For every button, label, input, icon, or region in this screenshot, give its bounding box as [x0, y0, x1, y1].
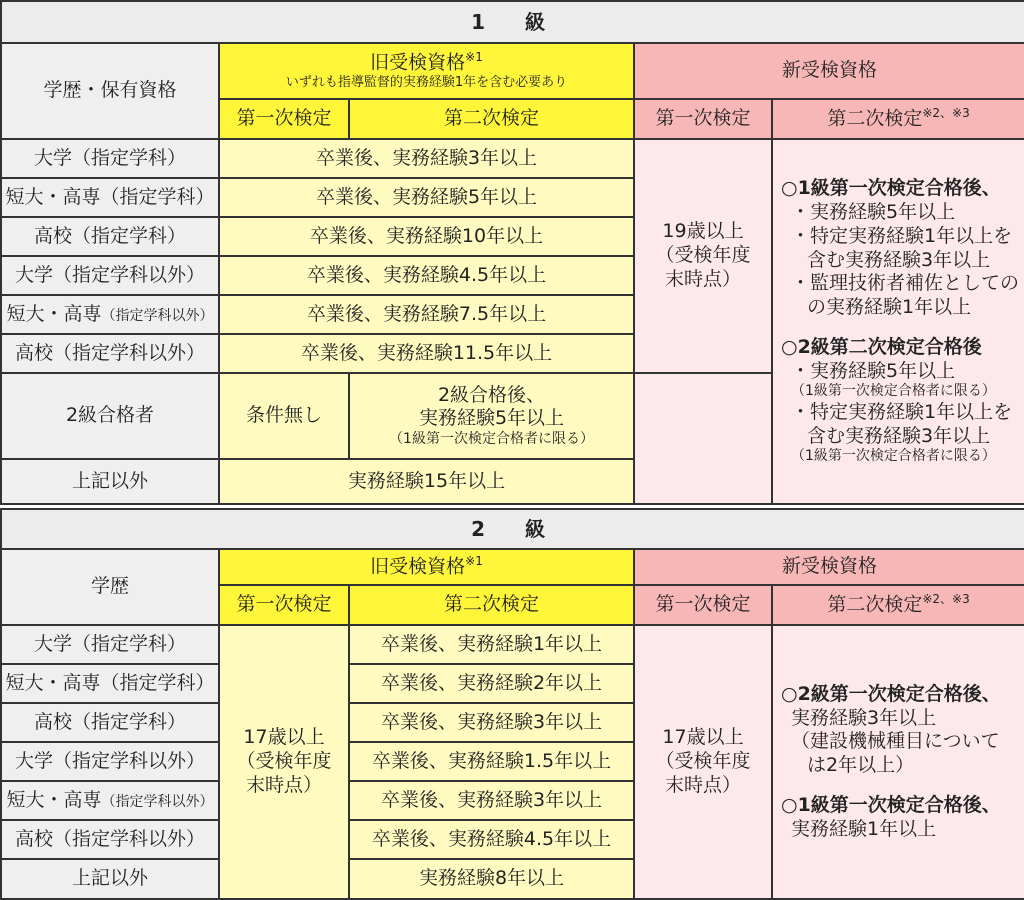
old-header-note: ※1 [465, 554, 483, 569]
grade2-row-label: 高校（指定学科） [1, 703, 219, 742]
grade2-new-second [772, 585, 1024, 625]
grade2-row-label: 高校（指定学科以外） [1, 820, 219, 859]
ns1-i2b: 含む実務経験3年以上 [807, 248, 991, 271]
grade1-row-label: 高校（指定学科） [1, 217, 219, 256]
label-main: 短大・高専 [6, 788, 102, 811]
grade1-new-second [772, 99, 1024, 139]
grade2-row-old: 卒業後、実務経験3年以上 [349, 781, 634, 820]
age-line3: 末時点） [245, 773, 322, 796]
grade2-new-second-cell [772, 625, 1024, 899]
grade2-row-label: 大学（指定学科） [1, 625, 219, 664]
label-main: 短大・高専 [6, 302, 102, 325]
grade2-old-header [219, 549, 634, 585]
grade1-old-second: 第二次検定 [349, 99, 634, 139]
spacer [781, 320, 1024, 336]
grade2-new-first-cell [634, 625, 772, 899]
ns1-j2a: ・特定実務経験1年以上を [791, 400, 1013, 423]
ns1-i1: ・実務経験5年以上 [791, 201, 956, 223]
grade1-row-label: 高校（指定学科以外） [1, 334, 219, 373]
grade2-row-header: 学歴 [1, 549, 219, 625]
grade2-old-first-cell [219, 625, 349, 899]
grade1-other-label: 上記以外 [1, 459, 219, 504]
ns1-h2: ○2級第二次検定合格後 [781, 335, 982, 358]
grade2-row-label [1, 781, 219, 820]
age-line2: （受検年度 [236, 750, 332, 773]
g2-line1: 2級合格後、 [437, 383, 546, 406]
grade1-grade2-first: 条件無し [219, 373, 349, 459]
old-header-note: ※1 [465, 50, 483, 65]
ns2-b2: は2年以上） [807, 754, 915, 776]
old-header-label: 旧受検資格 [370, 51, 466, 74]
grade2-row-old: 卒業後、実務経験2年以上 [349, 664, 634, 703]
new-second-note: ※2、※3 [922, 592, 970, 607]
age-line3: 末時点） [664, 773, 741, 796]
ns2-b1: （建設機械種目について [791, 730, 1000, 753]
old-header-sub: いずれも指導監督的実務経験1年を含む必要あり [285, 75, 568, 91]
grade1-grade2-second [349, 373, 634, 459]
grade1-other-old: 実務経験15年以上 [219, 459, 634, 504]
grade1-row-old: 卒業後、実務経験7.5年以上 [219, 295, 634, 334]
grade2-new-first: 第一次検定 [634, 585, 772, 625]
grade2-table [0, 508, 1024, 900]
grade2-row-old: 卒業後、実務経験1.5年以上 [349, 742, 634, 781]
ns1-j1: ・実務経験5年以上 [791, 359, 956, 382]
grade1-new-first: 第一次検定 [634, 99, 772, 139]
grade1-row-header: 学歴・保有資格 [1, 43, 219, 139]
ns1-i3b: の実務経験1年以上 [807, 296, 972, 318]
grade2-row-old: 実務経験8年以上 [349, 859, 634, 899]
new-second-label: 第二次検定 [827, 593, 923, 616]
ns1-j1n: （1級第一次検定合格者に限る） [791, 383, 996, 400]
label-sub: （指定学科以外） [101, 793, 214, 810]
ns1-i2a: ・特定実務経験1年以上を [791, 224, 1013, 247]
grade2-old-second: 第二次検定 [349, 585, 634, 625]
grade2-row-label: 大学（指定学科以外） [1, 742, 219, 781]
new-second-label: 第二次検定 [827, 107, 923, 130]
label-sub: （指定学科以外） [101, 307, 214, 324]
grade1-new-second-cell [772, 139, 1024, 504]
ns1-j2n: （1級第一次検定合格者に限る） [791, 448, 996, 465]
grade1-new-first-cell [634, 139, 772, 373]
spacer [781, 778, 1024, 794]
age-line1: 17歳以上 [662, 726, 744, 749]
grade2-old-first: 第一次検定 [219, 585, 349, 625]
grade1-row-old: 卒業後、実務経験4.5年以上 [219, 256, 634, 295]
ns1-h1: ○1級第一次検定合格後、 [781, 177, 1001, 200]
grade1-row-label: 短大・高専（指定学科） [1, 178, 219, 217]
ns1-j2b: 含む実務経験3年以上 [807, 424, 991, 447]
ns1-i3a: ・監理技術者補佐としての [791, 272, 1020, 295]
grade1-row-label: 大学（指定学科以外） [1, 256, 219, 295]
g2-line2: 実務経験5年以上 [418, 407, 565, 430]
grade1-row-label [1, 295, 219, 334]
grade1-old-first: 第一次検定 [219, 99, 349, 139]
old-header-label: 旧受検資格 [370, 555, 466, 578]
age-line2: （受検年度 [655, 244, 751, 267]
grade2-title: 2 級 [1, 509, 1024, 549]
grade1-row-label: 大学（指定学科） [1, 139, 219, 178]
grade2-row-label: 短大・高専（指定学科） [1, 664, 219, 703]
age-line3: 末時点） [664, 267, 741, 290]
grade2-row-old: 卒業後、実務経験1年以上 [349, 625, 634, 664]
grade1-row-old: 卒業後、実務経験3年以上 [219, 139, 634, 178]
grade2-row-old: 卒業後、実務経験4.5年以上 [349, 820, 634, 859]
grade1-new-header: 新受検資格 [634, 43, 1024, 99]
grade1-row-old: 卒業後、実務経験10年以上 [219, 217, 634, 256]
grade1-row-old: 卒業後、実務経験5年以上 [219, 178, 634, 217]
g2-line3: （1級第一次検定合格者に限る） [389, 431, 594, 447]
age-line1: 17歳以上 [243, 726, 325, 749]
ns2-h1: ○2級第一次検定合格後、 [781, 682, 1001, 705]
ns2-a: 実務経験3年以上 [791, 706, 937, 729]
ns2-c: 実務経験1年以上 [791, 817, 937, 840]
new-second-note: ※2、※3 [922, 106, 970, 121]
grade2-row-old: 卒業後、実務経験3年以上 [349, 703, 634, 742]
grade2-new-header: 新受検資格 [634, 549, 1024, 585]
grade1-title: 1 級 [1, 1, 1024, 43]
age-line2: （受検年度 [655, 750, 751, 773]
ns2-h2: ○1級第一次検定合格後、 [781, 793, 1001, 816]
grade2-row-label: 上記以外 [1, 859, 219, 899]
grade1-row-old: 卒業後、実務経験11.5年以上 [219, 334, 634, 373]
grade1-new-first-empty [634, 373, 772, 504]
age-line1: 19歳以上 [662, 220, 744, 243]
grade1-old-header [219, 43, 634, 99]
grade1-grade2-label: 2級合格者 [1, 373, 219, 459]
